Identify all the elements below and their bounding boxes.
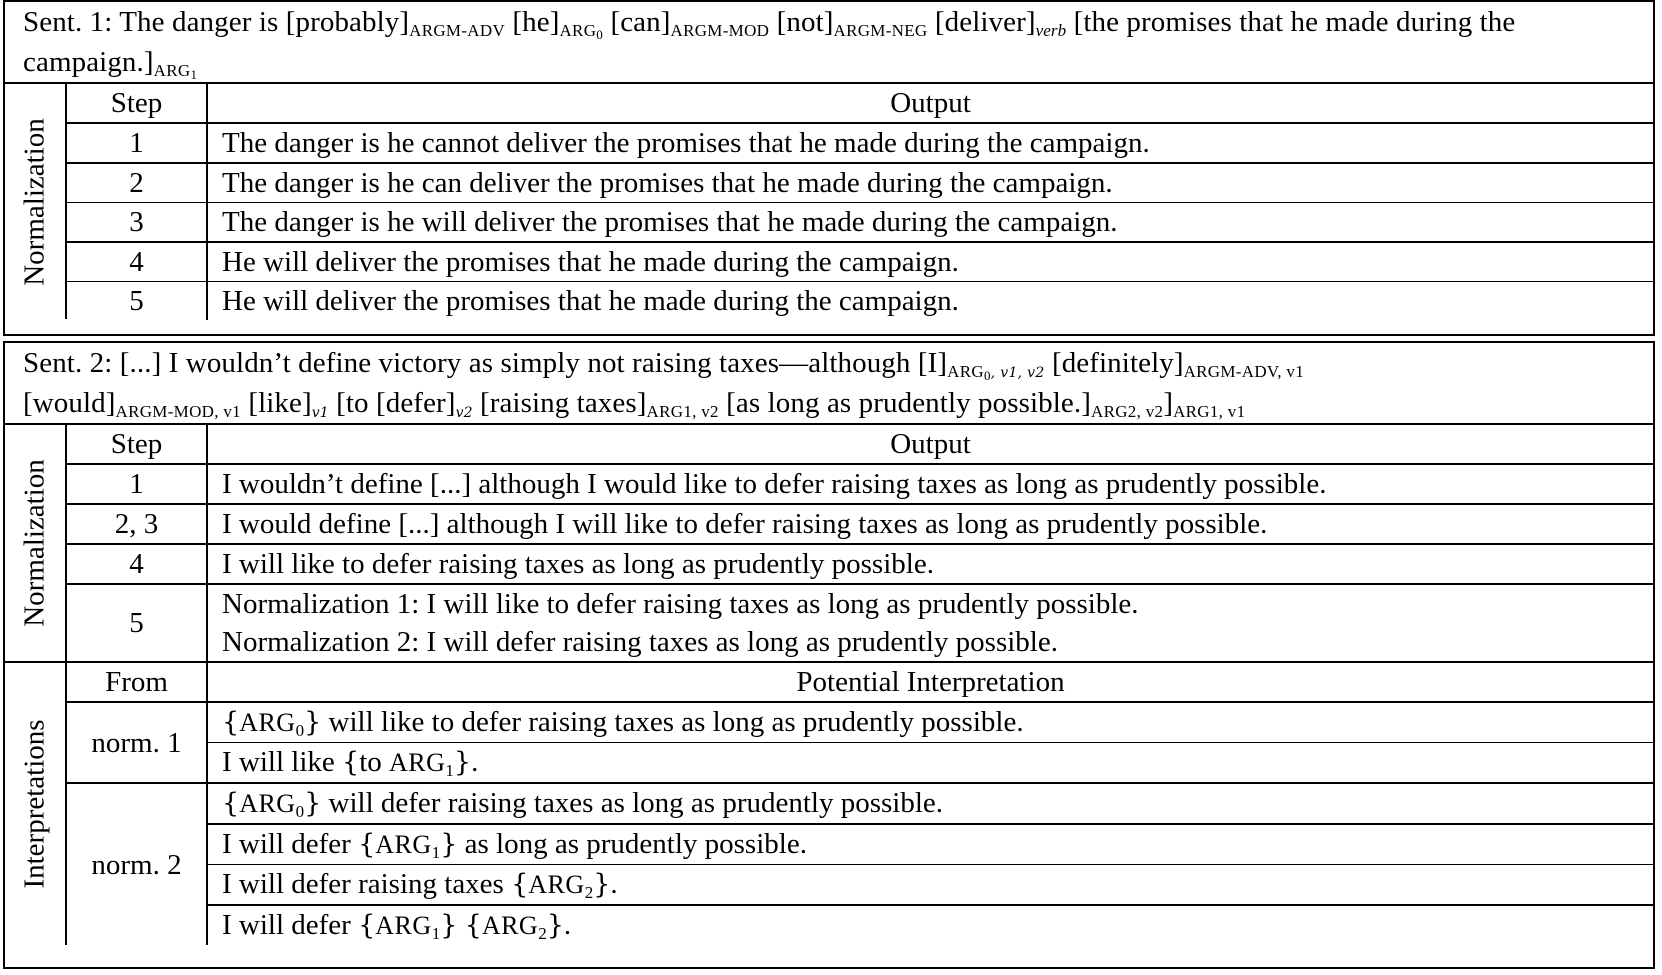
segment: [not] bbox=[769, 6, 834, 38]
section-label-cell bbox=[5, 84, 67, 319]
step-cell: 3 bbox=[67, 203, 208, 241]
column-header-step: Step bbox=[67, 425, 208, 463]
role-label-text: ARG bbox=[559, 21, 597, 40]
segment: [to [defer] bbox=[328, 387, 456, 419]
arg-index: 2 bbox=[538, 924, 547, 943]
column-header-output: Output bbox=[890, 87, 971, 119]
section-label: Normalization bbox=[18, 117, 51, 286]
segment: [as long as prudently possible.] bbox=[718, 387, 1092, 419]
text: I will defer bbox=[222, 909, 359, 941]
open-brace: { bbox=[511, 869, 529, 900]
open-brace: { bbox=[222, 788, 240, 819]
text: I will like bbox=[222, 746, 343, 778]
interpretation-item bbox=[208, 906, 1653, 945]
step-cell: 2 bbox=[67, 164, 208, 202]
header-row bbox=[67, 84, 1653, 124]
arg-label: ARG bbox=[528, 870, 585, 899]
header-row bbox=[67, 425, 1653, 465]
interpretation-list bbox=[208, 703, 1653, 782]
role-index: 0 bbox=[983, 368, 991, 383]
text: . bbox=[563, 909, 572, 941]
table-row bbox=[67, 203, 1653, 243]
interpretation-item bbox=[208, 703, 1653, 743]
segment: [the promises that he made during the campaign.] bbox=[23, 6, 1516, 78]
table-row bbox=[67, 505, 1653, 545]
close-brace: } bbox=[304, 788, 322, 819]
arg-label: ARG bbox=[239, 789, 296, 818]
interpretations-section bbox=[5, 663, 1653, 945]
role-index: 1 bbox=[190, 67, 198, 82]
section-label-cell bbox=[5, 663, 67, 945]
role-index: 0 bbox=[596, 27, 604, 42]
text: will defer raising taxes as long as prudently possible. bbox=[321, 787, 944, 819]
role-label bbox=[947, 362, 1044, 381]
output-cell: The danger is he will deliver the promises that he made during the campaign. bbox=[222, 206, 1118, 238]
role-label bbox=[559, 21, 603, 40]
segment: [would] bbox=[23, 387, 116, 419]
output-cell: He will deliver the promises that he made during the campaign. bbox=[222, 285, 959, 317]
arg-index: 2 bbox=[584, 883, 594, 902]
arg-label: ARG bbox=[375, 911, 432, 940]
column-header-step: Step bbox=[67, 84, 208, 122]
normalization-grid bbox=[67, 425, 1653, 661]
close-brace: } bbox=[304, 707, 322, 738]
interpretations-grid bbox=[67, 663, 1653, 945]
role-label-verb: verb bbox=[1035, 21, 1067, 40]
text: will like to defer raising taxes as long as prudently possible. bbox=[321, 706, 1024, 738]
arg-index: 0 bbox=[295, 802, 305, 821]
table-row bbox=[67, 124, 1653, 164]
output-cell bbox=[208, 585, 1653, 661]
sentence-2-line-1 bbox=[23, 343, 1653, 383]
sentence-1-table bbox=[3, 0, 1655, 336]
text: . bbox=[610, 868, 618, 900]
open-brace: { bbox=[222, 707, 240, 738]
output-cell: The danger is he cannot deliver the promises that he made during the campaign. bbox=[222, 127, 1150, 159]
output-cell: The danger is he can deliver the promises that he made during the campaign. bbox=[222, 167, 1113, 199]
column-header-from: From bbox=[67, 663, 208, 701]
segment: [he] bbox=[505, 6, 560, 38]
normalization-grid bbox=[67, 84, 1653, 319]
text: to bbox=[359, 746, 390, 778]
sentence-label: Sent. 2: bbox=[23, 347, 113, 379]
segment: [deliver] bbox=[927, 6, 1036, 38]
step-cell: 5 bbox=[67, 282, 208, 320]
arg-label: ARG bbox=[375, 830, 432, 859]
table-row bbox=[67, 243, 1653, 282]
table-row bbox=[67, 282, 1653, 320]
text bbox=[457, 909, 464, 941]
role-label: ARGM-NEG bbox=[833, 21, 928, 40]
section-label: Normalization bbox=[18, 459, 51, 627]
table-row bbox=[67, 585, 1653, 661]
interpretation-item bbox=[208, 743, 1653, 782]
text: I will defer bbox=[222, 828, 359, 860]
step-cell: 4 bbox=[67, 243, 208, 281]
open-brace: { bbox=[464, 910, 482, 941]
normalization-section-2 bbox=[5, 425, 1653, 663]
interpretation-list bbox=[208, 784, 1653, 945]
segment: [raising taxes] bbox=[472, 387, 647, 419]
table-row bbox=[67, 545, 1653, 585]
role-label: ARGM-ADV, v1 bbox=[1183, 362, 1305, 381]
step-cell: 5 bbox=[67, 585, 208, 661]
text: as long as prudently possible. bbox=[457, 828, 807, 860]
role-label: ARGM-MOD, v1 bbox=[115, 402, 241, 421]
from-cell: norm. 2 bbox=[67, 784, 208, 945]
text: I will defer raising taxes bbox=[222, 868, 512, 900]
role-label: ARG2, v2 bbox=[1091, 402, 1164, 421]
step-cell: 1 bbox=[67, 124, 208, 162]
column-header-interpretation: Potential Interpretation bbox=[796, 666, 1065, 698]
arg-index: 1 bbox=[431, 924, 441, 943]
arg-index: 1 bbox=[431, 843, 441, 862]
arg-label: ARG bbox=[481, 911, 539, 940]
sentence-2-line-2 bbox=[23, 383, 1653, 423]
arg-index: 0 bbox=[295, 721, 305, 740]
close-brace: } bbox=[440, 910, 458, 941]
open-brace: { bbox=[358, 910, 376, 941]
segment: [can] bbox=[603, 6, 671, 38]
arg-label: ARG bbox=[239, 708, 296, 737]
interpretation-group bbox=[67, 784, 1653, 945]
from-cell: norm. 1 bbox=[67, 703, 208, 782]
output-cell: He will deliver the promises that he made during the campaign. bbox=[222, 246, 959, 278]
segment: [...] I wouldn’t define victory as simply not raising taxes—although [I] bbox=[112, 347, 948, 379]
role-label-text: ARG bbox=[947, 362, 984, 381]
section-label: Interpretations bbox=[18, 719, 51, 889]
step-cell: 1 bbox=[67, 465, 208, 503]
output-cell: I would define [...] although I will like to defer raising taxes as long as prudently possible. bbox=[222, 508, 1268, 540]
output-line: Normalization 2: I will defer raising taxes as long as prudently possible. bbox=[222, 626, 1058, 658]
open-brace: { bbox=[342, 747, 360, 778]
sentence-2-annotated bbox=[5, 343, 1653, 425]
role-label: ARGM-ADV bbox=[409, 21, 506, 40]
interpretation-item bbox=[208, 865, 1653, 906]
close-brace: } bbox=[440, 829, 458, 860]
sentence-1-annotated bbox=[5, 2, 1653, 84]
close-brace: } bbox=[546, 910, 564, 941]
table-row bbox=[67, 465, 1653, 505]
output-cell: I wouldn’t define [...] although I would like to defer raising taxes as long as prudently possible. bbox=[222, 468, 1327, 500]
step-cell: 2, 3 bbox=[67, 505, 208, 543]
interpretation-item bbox=[208, 784, 1653, 825]
normalization-section-1 bbox=[5, 84, 1653, 319]
open-brace: { bbox=[358, 829, 376, 860]
output-cell: I will like to defer raising taxes as long as prudently possible. bbox=[222, 548, 934, 580]
role-label: ARG1, v2 bbox=[646, 402, 719, 421]
segment: ] bbox=[1163, 387, 1174, 419]
role-label: v2 bbox=[455, 405, 473, 421]
verb-index: , v1, v2 bbox=[990, 365, 1045, 381]
table-row bbox=[67, 164, 1653, 203]
role-label bbox=[154, 61, 198, 80]
column-header-output: Output bbox=[890, 428, 971, 460]
interpretation-group bbox=[67, 703, 1653, 784]
role-label: ARG1, v1 bbox=[1173, 402, 1246, 421]
step-cell: 4 bbox=[67, 545, 208, 583]
text: . bbox=[471, 746, 479, 778]
close-brace: } bbox=[453, 747, 472, 778]
segment: The danger is [probably] bbox=[112, 6, 410, 38]
output-line: Normalization 1: I will like to defer raising taxes as long as prudently possible. bbox=[222, 588, 1139, 620]
sentence-2-table bbox=[3, 341, 1655, 969]
sentence-label: Sent. 1: bbox=[23, 6, 113, 38]
segment: [definitely] bbox=[1044, 347, 1184, 379]
close-brace: } bbox=[593, 869, 611, 900]
role-label: v1 bbox=[311, 405, 329, 421]
role-label-text: ARG bbox=[153, 61, 191, 80]
segment: [like] bbox=[240, 387, 312, 419]
arg-index: 1 bbox=[445, 761, 454, 780]
role-label: ARGM-MOD bbox=[670, 21, 770, 40]
interpretation-item bbox=[208, 825, 1653, 865]
header-row bbox=[67, 663, 1653, 703]
section-label-cell bbox=[5, 425, 67, 661]
arg-label: ARG bbox=[389, 748, 446, 777]
